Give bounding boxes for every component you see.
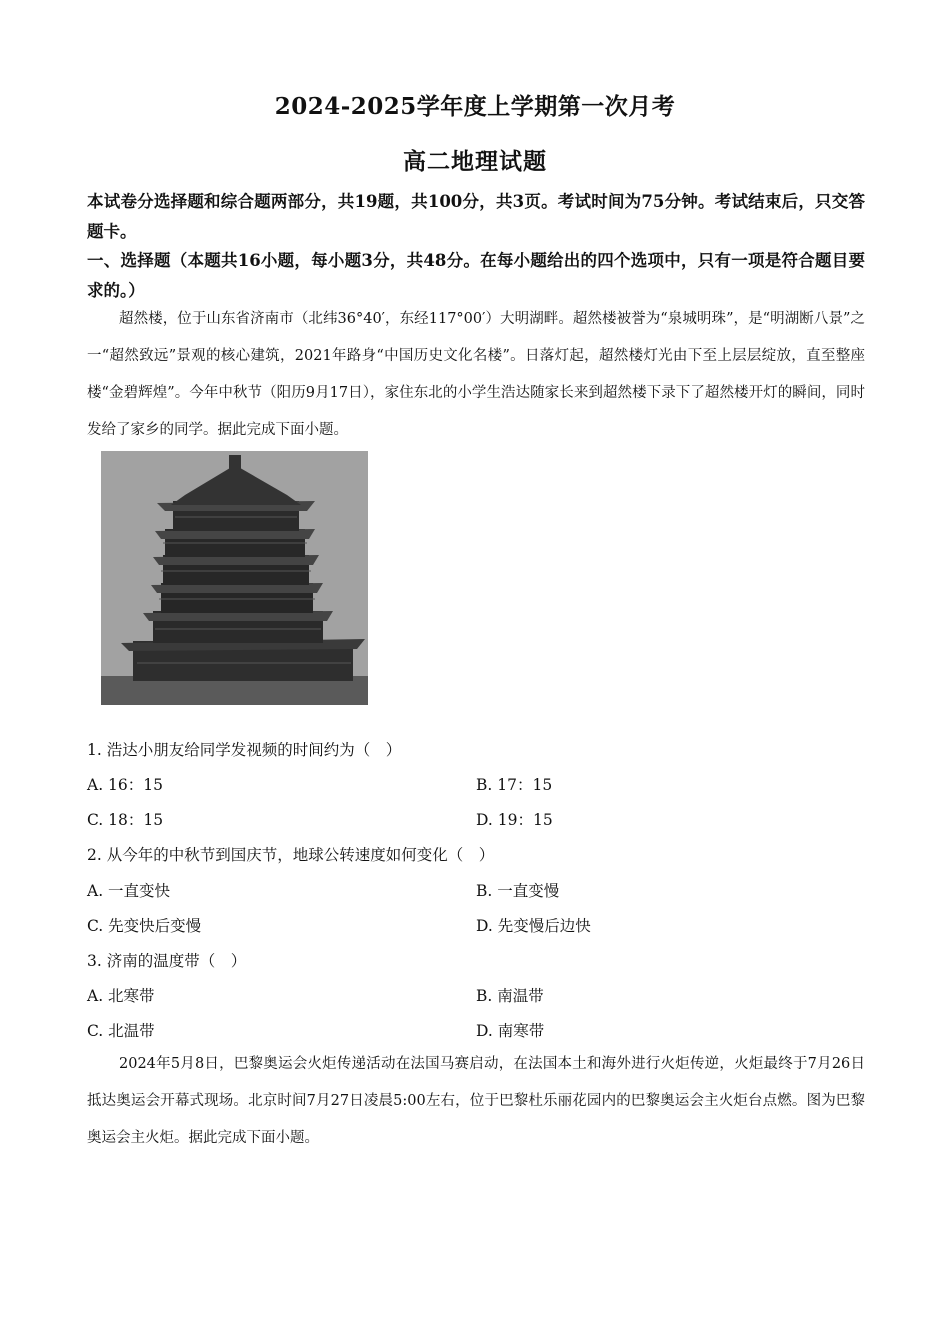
question-3-option-a: A. 北寒带 [87,987,155,1005]
exam-subject: 高二地理试题 [403,148,547,175]
chaoran-tower-photo [101,451,368,705]
question-1-option-a: A. 16：15 [87,776,163,794]
question-3-option-b: B. 南温带 [476,987,544,1005]
reading-passage-2: 2024年5月8日，巴黎奥运会火炬传递活动在法国马赛启动，在法国本土和海外进行火炬传逆，火炬最终于7月26日抵达奥运会开幕式现场。北京时间7月27日凌晨5:00左右，位于巴黎杜乐丽花园内的巴黎奥运会主火炬台点燃。图为巴黎奥运会主火炬。据此完成下面小题。 [87,1056,865,1146]
question-3-option-d: D. 南寒带 [476,1022,545,1040]
exam-title: 2024-2025学年度上学期第一次月考 [274,93,676,120]
question-3-stem: 3. 济南的温度带（ ） [87,952,247,970]
question-1-option-c: C. 18：15 [87,811,164,829]
question-2-option-d: D. 先变慢后边快 [476,917,591,935]
question-2-stem: 2. 从今年的中秋节到国庆节，地球公转速度如何变化（ ） [87,846,495,864]
exam-instructions: 本试卷分选择题和综合题两部分，共19题，共100分，共3页。考试时间为75分钟。考试结束后，只交答题卡。 [87,192,865,241]
question-3-option-c: C. 北温带 [87,1022,155,1040]
question-1-option-b: B. 17：15 [476,776,553,794]
question-1-option-d: D. 19：15 [476,811,553,829]
question-2-option-c: C. 先变快后变慢 [87,917,202,935]
question-1-stem: 1. 浩达小朋友给同学发视频的时间约为（ ） [87,741,402,759]
reading-passage-1: 超然楼，位于山东省济南市（北纬36°40′，东经117°00′）大明湖畔。超然楼被誉为“泉城明珠”，是“明湖断八景”之一“超然致远”景观的核心建筑，2021年路身“中国历史文化名楼”。日落灯起，超然楼灯光由下至上层层绽放，直至整座楼“金碧辉煌”。今年中秋节（阳历9月17日），家住东北的小学生浩达随家长来到超然楼下录下了超然楼开灯的瞬间，同时发给了家乡的同学。据此完成下面小题。 [87,311,865,438]
section-heading: 一、选择题（本题共16小题，每小题3分，共48分。在每小题给出的四个选项中，只有一项是符合题目要求的。） [87,251,865,300]
question-2-option-b: B. 一直变慢 [476,882,560,900]
question-2-option-a: A. 一直变快 [87,882,171,900]
